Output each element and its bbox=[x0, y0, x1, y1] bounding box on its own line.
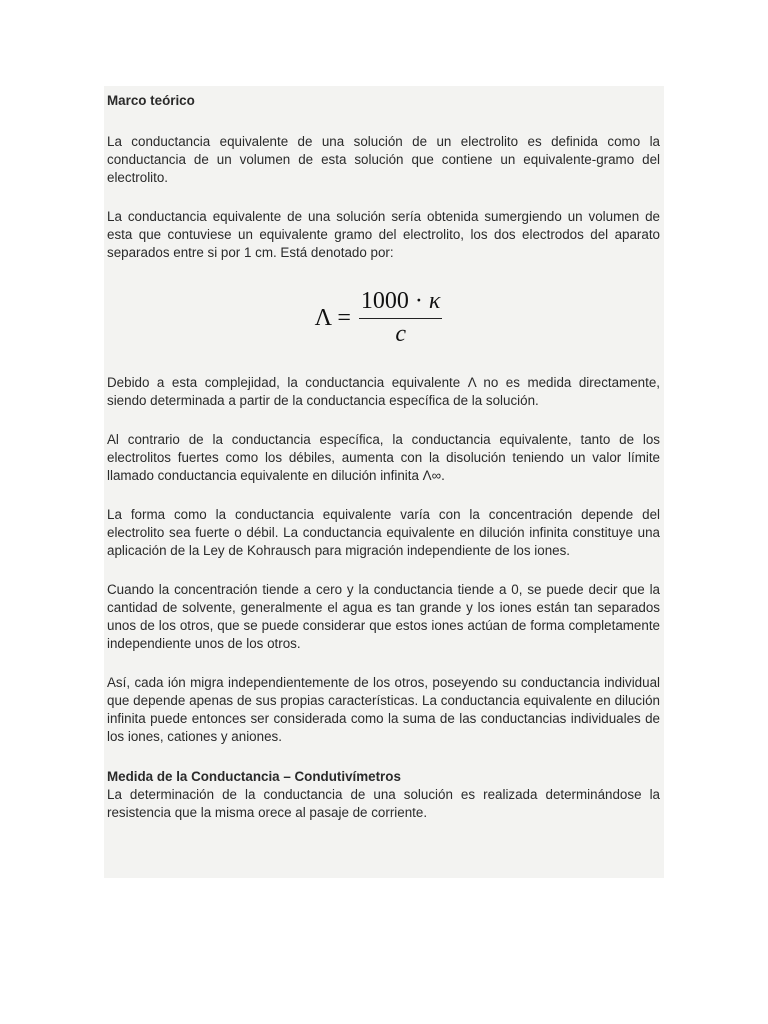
formula-expression bbox=[315, 288, 443, 348]
section-title: Marco teórico bbox=[107, 93, 195, 108]
formula-numerator bbox=[359, 288, 443, 319]
equivalent-conductance-formula bbox=[107, 262, 660, 374]
paragraph-complexity: Debido a esta complejidad, la conductancia equivalente Λ no es medida directamente, siendo determinada a partir de la conductancia específica de la solución. bbox=[107, 375, 660, 408]
paragraph-ion-migration: Así, cada ión migra independientemente de los otros, poseyendo su conductancia individual que depende apenas de sus propias características. La conductancia equivalente en dilución infinita puede entonces ser considerada como la suma de las conductancias individuales de los iones, cationes y aniones. bbox=[107, 675, 660, 744]
paragraph-kohlrausch-law: La forma como la conductancia equivalente varía con la concentración depende del electrolito sea fuerte o débil. La conductancia equivalente en dilución infinita constituye una aplicación de la Ley de Kohrausch para migración independiente de los iones. bbox=[107, 507, 660, 558]
formula-kappa-symbol: κ bbox=[428, 288, 441, 314]
formula-numerator-number: 1000 · bbox=[360, 288, 429, 314]
paragraph-definition: La conductancia equivalente de una solución de un electrolito es definida como la conductancia de un volumen de esta solución que contiene un equivalente-gramo del electrolito. bbox=[107, 134, 660, 185]
paragraph-measurement: La conductancia equivalente de una solución sería obtenida sumergiendo un volumen de esta que contuviese un equivalente gramo del electrolito, los dos electrodos del aparato separados entre si por 1 cm. Está denotado por: bbox=[107, 209, 660, 260]
formula-lhs: Λ = bbox=[314, 304, 351, 331]
formula-fraction bbox=[359, 288, 443, 348]
paragraph-infinite-dilution: Cuando la concentración tiende a cero y la conductancia tiende a 0, se puede decir que la cantidad de solvente, generalmente el agua es tan grande y los iones están tan separados unos de los otros, que se puede considerar que estos iones actúan de forma completamente independiente unos de los otros. bbox=[107, 582, 660, 651]
paragraph-specific-vs-equivalent: Al contrario de la conductancia específica, la conductancia equivalente, tanto de los electrolitos fuertes como los débiles, aumenta con la disolución teniendo un valor límite llamado conductancia equivalente en dilución infinita Λ∞. bbox=[107, 432, 660, 483]
document-content bbox=[107, 92, 660, 822]
formula-denominator: c bbox=[395, 321, 406, 347]
paragraph-conductimeter: La determinación de la conductancia de una solución es realizada determinándose la resistencia que la misma orece al pasaje de corriente. bbox=[107, 787, 660, 820]
subsection-heading: Medida de la Conductancia – Condutivímetros bbox=[107, 769, 401, 784]
